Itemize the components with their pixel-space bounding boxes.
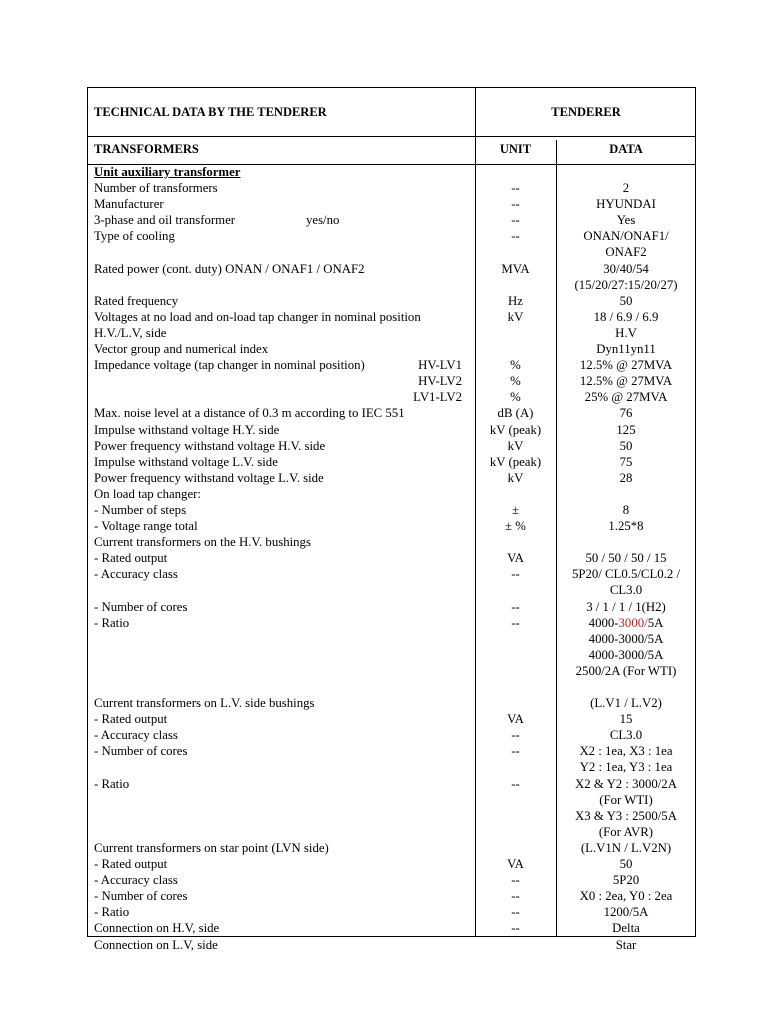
row-label bbox=[94, 711, 472, 727]
table-row bbox=[88, 373, 695, 389]
label-text: - Ratio bbox=[94, 776, 130, 791]
table-row bbox=[88, 534, 695, 550]
label-text: Impedance voltage (tap changer in nominal position) bbox=[94, 358, 365, 373]
row-unit: -- bbox=[511, 197, 520, 212]
row-unit: ± % bbox=[505, 519, 526, 534]
row-label bbox=[94, 904, 472, 920]
row-unit: -- bbox=[511, 873, 520, 888]
row-data: Star bbox=[615, 937, 637, 952]
row-data: Y2 : 1ea, Y3 : 1ea bbox=[579, 760, 673, 775]
label-text: Rated power (cont. duty) ONAN / ONAF1 / ONAF2 bbox=[94, 261, 365, 276]
label-text: Impulse withstand voltage L.V. side bbox=[94, 454, 278, 469]
row-label bbox=[94, 405, 472, 421]
row-label bbox=[94, 776, 472, 792]
row-label bbox=[94, 196, 472, 212]
row-data: 5P20/ CL0.5/CL0.2 / bbox=[571, 567, 681, 582]
label-text: Rated frequency bbox=[94, 293, 179, 308]
highlighted-value: 3000/ bbox=[618, 615, 648, 630]
table-row bbox=[88, 937, 695, 953]
row-data: 15 bbox=[619, 712, 633, 727]
table-row bbox=[88, 309, 695, 325]
label-qualifier: HV-LV2 bbox=[418, 374, 462, 389]
section-title: Unit auxiliary transformer bbox=[94, 165, 241, 179]
row-label bbox=[94, 293, 472, 309]
label-text: 3-phase and oil transformer bbox=[94, 213, 236, 228]
label-text: - Number of cores bbox=[94, 744, 188, 759]
row-label bbox=[94, 470, 472, 486]
table-row bbox=[88, 566, 695, 582]
table-row bbox=[88, 196, 695, 212]
table-row bbox=[88, 663, 695, 679]
row-label bbox=[94, 534, 472, 550]
row-data: 28 bbox=[619, 470, 633, 485]
table-row bbox=[88, 711, 695, 727]
label-text: H.V./L.V, side bbox=[94, 325, 167, 340]
table-row bbox=[88, 808, 695, 824]
row-label bbox=[94, 937, 472, 953]
table-row bbox=[88, 679, 695, 695]
row-data: 4000-3000/5A bbox=[588, 631, 664, 646]
row-unit: Hz bbox=[508, 293, 523, 308]
row-data: Yes bbox=[616, 213, 636, 228]
table-row bbox=[88, 872, 695, 888]
table-row bbox=[88, 502, 695, 518]
table-row bbox=[88, 261, 695, 277]
row-label bbox=[94, 341, 472, 357]
row-data: ONAN/ONAF1/ bbox=[583, 229, 669, 244]
table-row bbox=[88, 454, 695, 470]
row-data: 2500/2A (For WTI) bbox=[575, 663, 677, 678]
label-qualifier: HV-LV1 bbox=[418, 358, 462, 373]
row-label bbox=[94, 357, 472, 373]
row-unit: VA bbox=[507, 857, 524, 872]
table-row bbox=[88, 293, 695, 309]
row-label bbox=[94, 856, 472, 872]
table-body bbox=[88, 164, 695, 953]
row-data: 12.5% @ 27MVA bbox=[579, 374, 673, 389]
table-row bbox=[88, 422, 695, 438]
table-row bbox=[88, 631, 695, 647]
row-unit: % bbox=[510, 358, 521, 373]
technical-data-table bbox=[87, 87, 696, 952]
row-data: 50 bbox=[619, 438, 633, 453]
row-data: ONAF2 bbox=[605, 245, 647, 260]
label-text: - Accuracy class bbox=[94, 567, 178, 582]
row-data: (15/20/27:15/20/27) bbox=[574, 277, 678, 292]
row-label bbox=[94, 486, 472, 502]
row-data: 1.25*8 bbox=[608, 519, 644, 534]
row-label bbox=[94, 920, 472, 936]
row-label bbox=[94, 550, 472, 566]
table-row bbox=[88, 759, 695, 775]
table-row bbox=[88, 599, 695, 615]
row-label bbox=[94, 309, 472, 325]
data-fragment: 5A bbox=[647, 615, 664, 630]
row-data: (For WTI) bbox=[599, 792, 653, 807]
row-unit: kV bbox=[507, 438, 524, 453]
row-label bbox=[94, 454, 472, 470]
row-label bbox=[94, 438, 472, 454]
table-row bbox=[88, 792, 695, 808]
row-data: 1200/5A bbox=[603, 905, 649, 920]
label-text: - Ratio bbox=[94, 615, 130, 630]
row-unit: -- bbox=[511, 728, 520, 743]
table-row bbox=[88, 824, 695, 840]
row-unit: -- bbox=[511, 776, 520, 791]
row-label bbox=[94, 615, 472, 631]
row-data: X3 & Y3 : 2500/5A bbox=[575, 808, 677, 823]
row-data: 50 bbox=[619, 293, 633, 308]
row-data: 30/40/54 bbox=[603, 261, 649, 276]
row-label bbox=[94, 840, 472, 856]
row-unit: kV bbox=[507, 470, 524, 485]
row-unit: -- bbox=[511, 213, 520, 228]
table-row bbox=[88, 277, 695, 293]
row-data: 50 / 50 / 50 / 15 bbox=[585, 551, 667, 566]
table-row bbox=[88, 341, 695, 357]
table-row bbox=[88, 615, 695, 631]
row-unit: -- bbox=[511, 889, 520, 904]
table-row bbox=[88, 357, 695, 373]
row-label bbox=[94, 888, 472, 904]
row-label bbox=[94, 872, 472, 888]
table-row bbox=[88, 888, 695, 904]
row-data: HYUNDAI bbox=[596, 197, 656, 212]
row-data: (For AVR) bbox=[598, 824, 654, 839]
row-unit: -- bbox=[511, 599, 520, 614]
table-row bbox=[88, 840, 695, 856]
row-unit: -- bbox=[511, 229, 520, 244]
row-data: X0 : 2ea, Y0 : 2ea bbox=[579, 889, 673, 904]
row-unit: VA bbox=[507, 712, 524, 727]
row-data bbox=[556, 615, 696, 631]
row-unit: ± bbox=[511, 502, 520, 517]
row-unit: kV (peak) bbox=[489, 422, 542, 437]
table-row bbox=[88, 486, 695, 502]
label-text: Connection on H.V, side bbox=[94, 921, 220, 936]
table-row bbox=[88, 904, 695, 920]
row-data: (L.V1 / L.V2) bbox=[590, 696, 662, 711]
row-data: CL3.0 bbox=[609, 583, 643, 598]
label-text: Voltages at no load and on-load tap changer in nominal position bbox=[94, 309, 421, 324]
column-header-data: DATA bbox=[609, 142, 643, 156]
row-unit: -- bbox=[511, 905, 520, 920]
row-unit: % bbox=[510, 390, 521, 405]
row-data: X2 : 1ea, X3 : 1ea bbox=[579, 744, 673, 759]
table-row bbox=[88, 244, 695, 260]
row-unit: kV bbox=[507, 309, 524, 324]
row-unit: VA bbox=[507, 551, 524, 566]
row-unit: dB (A) bbox=[497, 406, 534, 421]
row-label bbox=[94, 727, 472, 743]
table-row bbox=[88, 438, 695, 454]
row-unit: -- bbox=[511, 615, 520, 630]
table-row bbox=[88, 647, 695, 663]
table-row bbox=[88, 695, 695, 711]
row-unit: MVA bbox=[501, 261, 530, 276]
tenderer-heading: TENDERER bbox=[551, 105, 621, 119]
label-text: Power frequency withstand voltage H.V. side bbox=[94, 438, 326, 453]
table-row bbox=[88, 470, 695, 486]
label-text: Type of cooling bbox=[94, 229, 175, 244]
label-text: - Number of cores bbox=[94, 599, 188, 614]
label-text: - Number of steps bbox=[94, 502, 187, 517]
row-unit: -- bbox=[511, 921, 520, 936]
row-label bbox=[94, 743, 472, 759]
label-text: - Rated output bbox=[94, 551, 168, 566]
row-data: 18 / 6.9 / 6.9 bbox=[593, 309, 659, 324]
table-row bbox=[88, 405, 695, 421]
column-header-unit: UNIT bbox=[499, 142, 532, 156]
table-row bbox=[88, 389, 695, 405]
label-qualifier: LV1-LV2 bbox=[413, 390, 462, 405]
row-label bbox=[94, 695, 472, 711]
label-text: - Accuracy class bbox=[94, 728, 178, 743]
label-text: Max. noise level at a distance of 0.3 m according to IEC 551 bbox=[94, 406, 405, 421]
label-qualifier: yes/no bbox=[306, 213, 340, 228]
row-data: 125 bbox=[616, 422, 636, 437]
label-text: Vector group and numerical index bbox=[94, 342, 269, 357]
table-row bbox=[88, 180, 695, 196]
label-text: Current transformers on L.V. side bushings bbox=[94, 696, 315, 711]
row-label bbox=[94, 180, 472, 196]
row-label bbox=[94, 325, 472, 341]
row-data: 50 bbox=[619, 857, 633, 872]
label-text: Impulse withstand voltage H.Y. side bbox=[94, 422, 280, 437]
row-label bbox=[94, 518, 472, 534]
row-data: 3 / 1 / 1 / 1(H2) bbox=[586, 599, 666, 614]
section-row bbox=[88, 164, 695, 180]
table-row bbox=[88, 518, 695, 534]
row-data: 8 bbox=[622, 502, 630, 517]
label-text: Manufacturer bbox=[94, 197, 164, 212]
row-label bbox=[94, 599, 472, 615]
table-row bbox=[88, 550, 695, 566]
label-text: - Rated output bbox=[94, 712, 168, 727]
table-row bbox=[88, 325, 695, 341]
row-unit: kV (peak) bbox=[489, 454, 542, 469]
table-row bbox=[88, 228, 695, 244]
table-row bbox=[88, 727, 695, 743]
row-data: 12.5% @ 27MVA bbox=[579, 358, 673, 373]
label-text: Current transformers on star point (LVN side) bbox=[94, 840, 329, 855]
row-data: 5P20 bbox=[612, 873, 640, 888]
label-text: Number of transformers bbox=[94, 181, 218, 196]
row-unit: -- bbox=[511, 181, 520, 196]
label-text: - Ratio bbox=[94, 905, 130, 920]
row-label bbox=[94, 261, 472, 277]
table-row bbox=[88, 743, 695, 759]
row-label bbox=[94, 212, 472, 228]
row-data: 4000-3000/5A bbox=[588, 647, 664, 662]
table-row bbox=[88, 920, 695, 936]
table-row bbox=[88, 582, 695, 598]
row-unit: % bbox=[510, 374, 521, 389]
column-header-transformers: TRANSFORMERS bbox=[94, 142, 199, 156]
row-data: 75 bbox=[619, 454, 633, 469]
row-data: 2 bbox=[622, 181, 630, 196]
label-text: - Accuracy class bbox=[94, 873, 178, 888]
label-text: On load tap changer: bbox=[94, 486, 201, 501]
label-text: - Rated output bbox=[94, 857, 168, 872]
label-text: Power frequency withstand voltage L.V. side bbox=[94, 470, 324, 485]
row-data: (L.V1N / L.V2N) bbox=[580, 840, 672, 855]
row-label bbox=[94, 228, 472, 244]
row-data: 76 bbox=[619, 406, 633, 421]
table-row bbox=[88, 856, 695, 872]
row-data: Dyn11yn11 bbox=[596, 342, 656, 357]
row-unit: -- bbox=[511, 567, 520, 582]
label-text: - Voltage range total bbox=[94, 519, 198, 534]
table-title: TECHNICAL DATA BY THE TENDERER bbox=[94, 105, 327, 119]
label-text: - Number of cores bbox=[94, 889, 188, 904]
table-row bbox=[88, 776, 695, 792]
row-data: H.V bbox=[615, 325, 637, 340]
data-fragment: 4000- bbox=[588, 615, 619, 630]
row-label bbox=[94, 566, 472, 582]
row-label bbox=[94, 502, 472, 518]
row-unit: -- bbox=[511, 744, 520, 759]
table-row bbox=[88, 212, 695, 228]
row-data: Delta bbox=[612, 921, 640, 936]
label-text: Current transformers on the H.V. bushings bbox=[94, 535, 311, 550]
row-data: CL3.0 bbox=[609, 728, 643, 743]
row-data: 25% @ 27MVA bbox=[584, 390, 668, 405]
row-data: X2 & Y2 : 3000/2A bbox=[575, 776, 677, 791]
row-divider-header bbox=[88, 136, 695, 137]
label-text: Connection on L.V, side bbox=[94, 937, 218, 952]
row-label bbox=[94, 422, 472, 438]
